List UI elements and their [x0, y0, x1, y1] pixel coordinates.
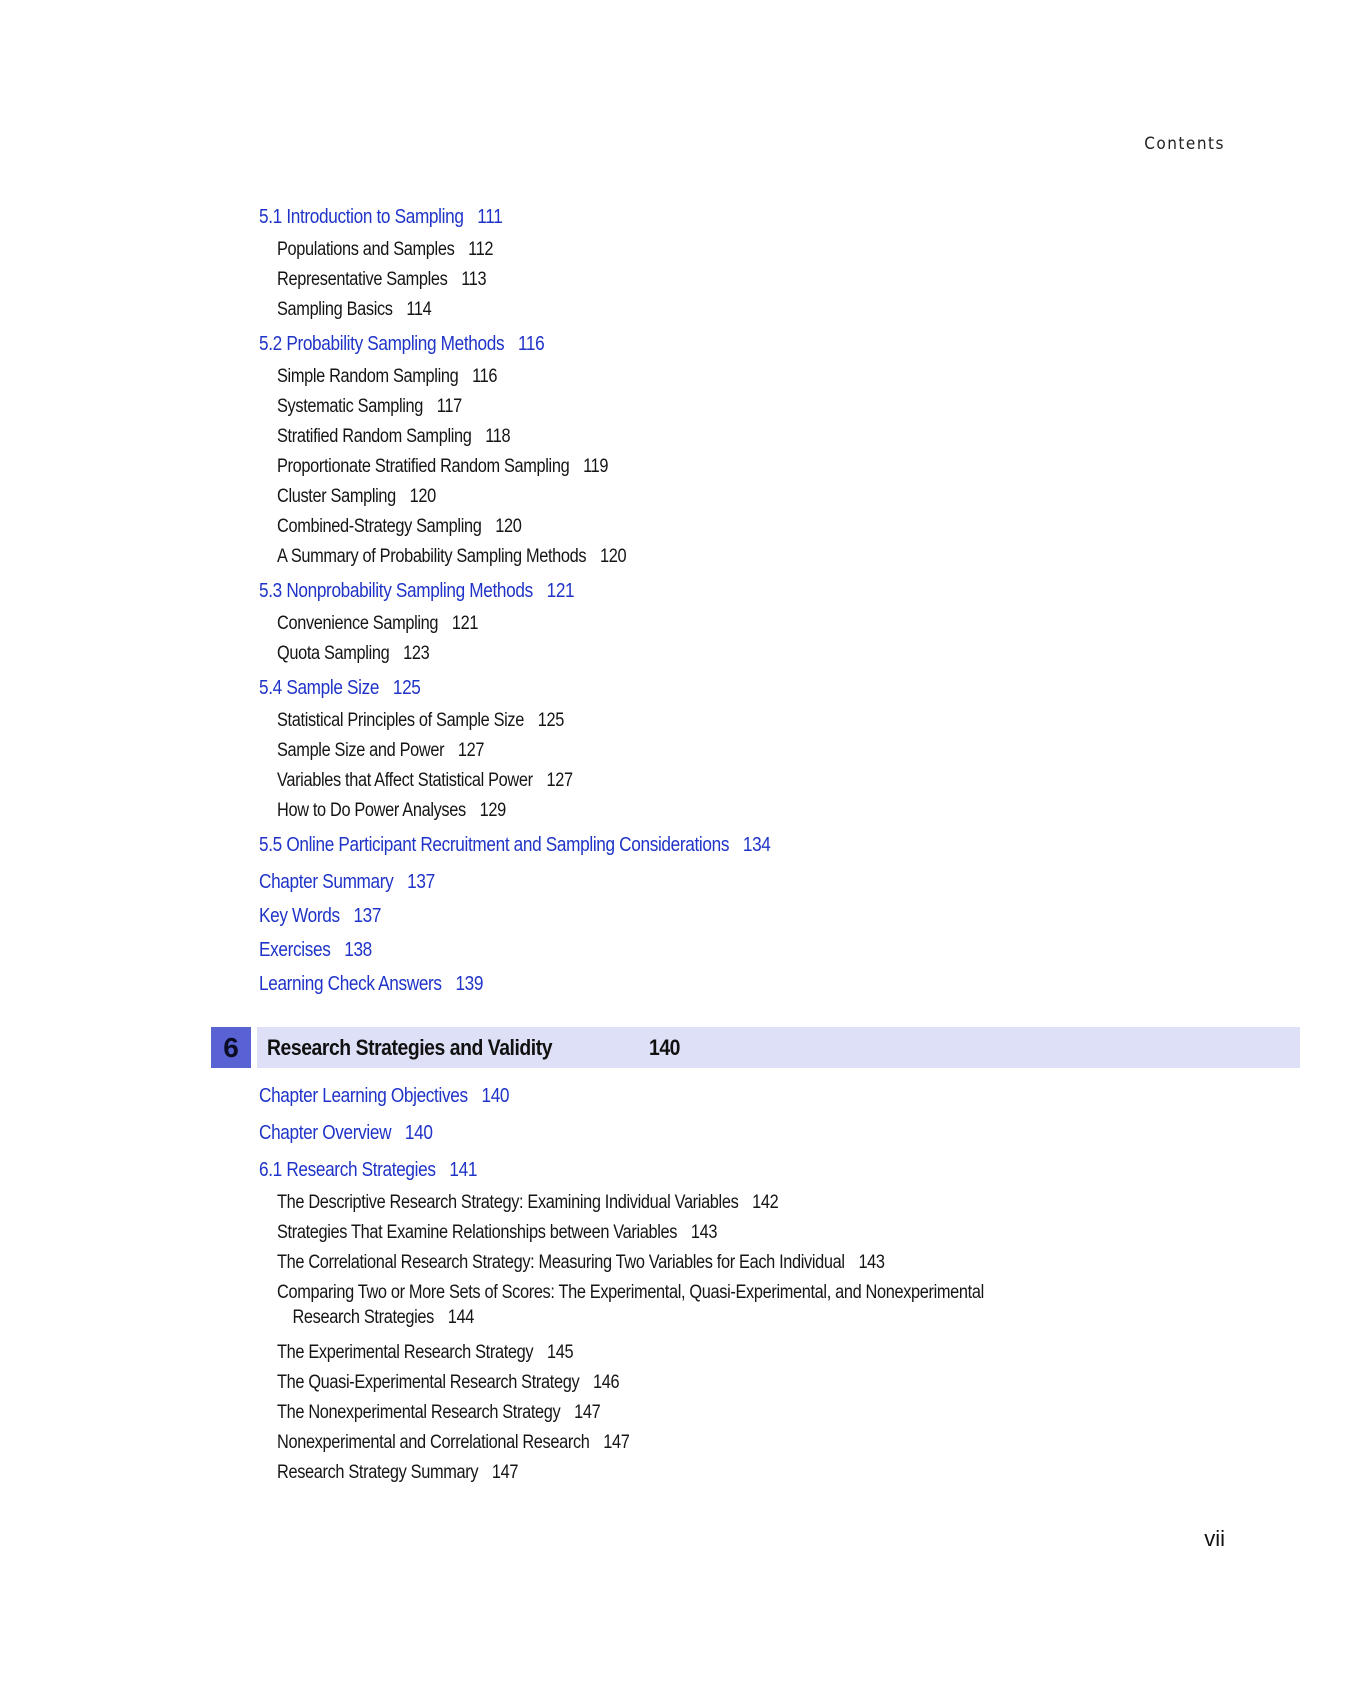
toc-entry-subsection — [277, 1222, 717, 1244]
toc-entry-subsection — [277, 1432, 630, 1454]
toc-entry-label: The Nonexperimental Research Strategy — [277, 1402, 561, 1423]
toc-entry-label: The Descriptive Research Strategy: Examining Individual Variables — [277, 1192, 739, 1213]
toc-entry-section[interactable] — [259, 871, 435, 894]
toc-entry-label: Chapter Summary — [259, 871, 394, 893]
toc-entry-section[interactable] — [259, 333, 544, 356]
toc-entry-subsection — [277, 643, 429, 665]
toc-entry-label: Combined-Strategy Sampling — [277, 516, 482, 537]
toc-entry-subsection — [277, 800, 506, 822]
toc-entry-label: Cluster Sampling — [277, 486, 396, 507]
toc-entry-page: 140 — [404, 1122, 433, 1144]
toc-entry-label: Representative Samples — [277, 269, 448, 290]
toc-entry-subsection — [277, 396, 462, 418]
toc-entry-label: Nonexperimental and Correlational Research — [277, 1432, 590, 1453]
toc-entry-label: The Quasi-Experimental Research Strategy — [277, 1372, 580, 1393]
toc-entry-section[interactable] — [259, 1085, 509, 1108]
chapter-title-band — [257, 1027, 1300, 1068]
toc-entry-page: 137 — [407, 871, 435, 893]
toc-entry-label: Systematic Sampling — [277, 396, 424, 417]
toc-entry-label: 5.4 Sample Size — [259, 677, 380, 699]
chapter-heading[interactable] — [211, 1027, 1300, 1068]
toc-entry-label: Key Words — [259, 905, 340, 927]
toc-entry-page: 127 — [546, 770, 573, 791]
toc-entry-subsection — [277, 1342, 573, 1364]
toc-entry-subsection — [277, 239, 493, 261]
toc-entry-page: 147 — [574, 1402, 601, 1423]
toc-entry-page: 134 — [742, 834, 771, 856]
toc-entry-subsection — [277, 546, 626, 568]
toc-entry-section[interactable] — [259, 834, 771, 857]
toc-entry-page: 118 — [485, 426, 511, 447]
toc-entry-label: Convenience Sampling — [277, 613, 439, 634]
toc-entry-page: 119 — [583, 456, 609, 477]
toc-entry-subsection — [277, 426, 510, 448]
toc-entry-page: 113 — [461, 269, 487, 290]
toc-entry-label: Exercises — [259, 939, 331, 961]
toc-entry-page: 123 — [403, 643, 430, 664]
toc-entry-page: 147 — [603, 1432, 630, 1453]
toc-entry-subsection — [277, 1462, 518, 1484]
running-head: Contents — [1144, 134, 1225, 154]
toc-entry-label: 5.3 Nonprobability Sampling Methods — [259, 580, 533, 602]
toc-entry-subsection — [277, 770, 573, 792]
toc-entry-page: 146 — [593, 1372, 620, 1393]
toc-entry-label: Learning Check Answers — [259, 973, 442, 995]
toc-entry-label: The Correlational Research Strategy: Measuring Two Variables for Each Individual — [277, 1252, 845, 1273]
toc-entry-label: Stratified Random Sampling — [277, 426, 472, 447]
toc-entry-subsection — [277, 486, 436, 508]
toc-entry-page: 121 — [451, 613, 479, 634]
toc-entry-page: 114 — [406, 299, 432, 320]
toc-entry-page: 138 — [344, 939, 372, 961]
toc-entry-page: 147 — [491, 1462, 519, 1483]
toc-entry-label: Comparing Two or More Sets of Scores: The Experimental, Quasi-Experimental, and Nonexperimental — [277, 1282, 984, 1303]
toc-entry-page: 143 — [858, 1252, 885, 1273]
chapter-number-badge: 6 — [211, 1027, 251, 1068]
toc-entry-label: Strategies That Examine Relationships between Variables — [277, 1222, 678, 1243]
toc-entry-label: The Experimental Research Strategy — [277, 1342, 534, 1363]
toc-entry-page: 120 — [599, 546, 627, 567]
toc-entry-page: 112 — [468, 239, 494, 260]
toc-entry-section[interactable] — [259, 939, 372, 962]
toc-entry-page: 120 — [495, 516, 522, 537]
toc-entry-label: Research Strategy Summary — [277, 1462, 479, 1483]
toc-entry-subsection — [277, 1192, 778, 1214]
toc-entry-page: 141 — [449, 1159, 478, 1181]
toc-entry-label: How to Do Power Analyses — [277, 800, 466, 821]
toc-entry-subsection — [277, 1402, 600, 1424]
toc-entry-label: A Summary of Probability Sampling Methods — [277, 546, 587, 567]
toc-entry-label: 6.1 Research Strategies — [259, 1159, 436, 1181]
toc-entry-page: 144 — [447, 1307, 474, 1328]
toc-entry-page: 137 — [353, 905, 382, 927]
toc-entry-page: 140 — [481, 1085, 510, 1107]
toc-entry-subsection — [277, 299, 431, 321]
toc-entry-subsection — [277, 1280, 984, 1330]
toc-entry-label: 5.2 Probability Sampling Methods — [259, 333, 505, 355]
chapter-page: 140 — [648, 1034, 680, 1060]
toc-entry-label-continuation — [277, 1305, 984, 1330]
toc-entry-page: 127 — [457, 740, 485, 761]
toc-entry-section[interactable] — [259, 1159, 477, 1182]
toc-entry-page: 116 — [517, 333, 545, 355]
toc-entry-page: 116 — [472, 366, 498, 387]
toc-entry-subsection — [277, 1252, 885, 1274]
toc-entry-label: Quota Sampling — [277, 643, 390, 664]
toc-entry-label: Chapter Learning Objectives — [259, 1085, 468, 1107]
toc-entry-label: Populations and Samples — [277, 239, 455, 260]
toc-entry-subsection — [277, 456, 608, 478]
toc-entry-section[interactable] — [259, 677, 421, 700]
toc-entry-label: 5.5 Online Participant Recruitment and Sampling Considerations — [259, 834, 730, 856]
toc-entry-label: Sampling Basics — [277, 299, 393, 320]
toc-entry-subsection — [277, 269, 486, 291]
toc-entry-page: 120 — [409, 486, 436, 507]
toc-entry-page: 139 — [455, 973, 484, 995]
toc-entry-label: 5.1 Introduction to Sampling — [259, 206, 464, 228]
toc-entry-page: 145 — [546, 1342, 574, 1363]
toc-entry-section[interactable] — [259, 1122, 433, 1145]
toc-entry-section[interactable] — [259, 206, 502, 229]
toc-entry-label: Proportionate Stratified Random Sampling — [277, 456, 570, 477]
toc-entry-label: Statistical Principles of Sample Size — [277, 710, 525, 731]
toc-entry-page: 129 — [479, 800, 506, 821]
toc-entry-page: 111 — [477, 206, 503, 228]
toc-entry-section[interactable] — [259, 905, 381, 928]
toc-entry-label: Chapter Overview — [259, 1122, 392, 1144]
toc-entry-label: Variables that Affect Statistical Power — [277, 770, 533, 791]
toc-entry-page: 142 — [752, 1192, 779, 1213]
toc-entry-page: 121 — [546, 580, 575, 602]
toc-entry-section[interactable] — [259, 580, 574, 603]
toc-entry-page: 125 — [537, 710, 565, 731]
toc-entry-subsection — [277, 710, 564, 732]
toc-entry-page: 125 — [392, 677, 421, 699]
toc-entry-label: Sample Size and Power — [277, 740, 445, 761]
chapter-title: Research Strategies and Validity — [267, 1034, 553, 1060]
toc-entry-subsection — [277, 516, 521, 538]
toc-entry-section[interactable] — [259, 973, 483, 996]
toc-entry-label: Simple Random Sampling — [277, 366, 459, 387]
toc-entry-subsection — [277, 1372, 619, 1394]
toc-entry-page: 143 — [690, 1222, 718, 1243]
toc-entry-subsection — [277, 613, 478, 635]
toc-entry-label: Research Strategies — [292, 1307, 434, 1328]
toc-entry-subsection — [277, 740, 484, 762]
toc-entry-subsection — [277, 366, 497, 388]
page-number: vii — [1204, 1526, 1225, 1551]
toc-entry-page: 117 — [436, 396, 462, 417]
